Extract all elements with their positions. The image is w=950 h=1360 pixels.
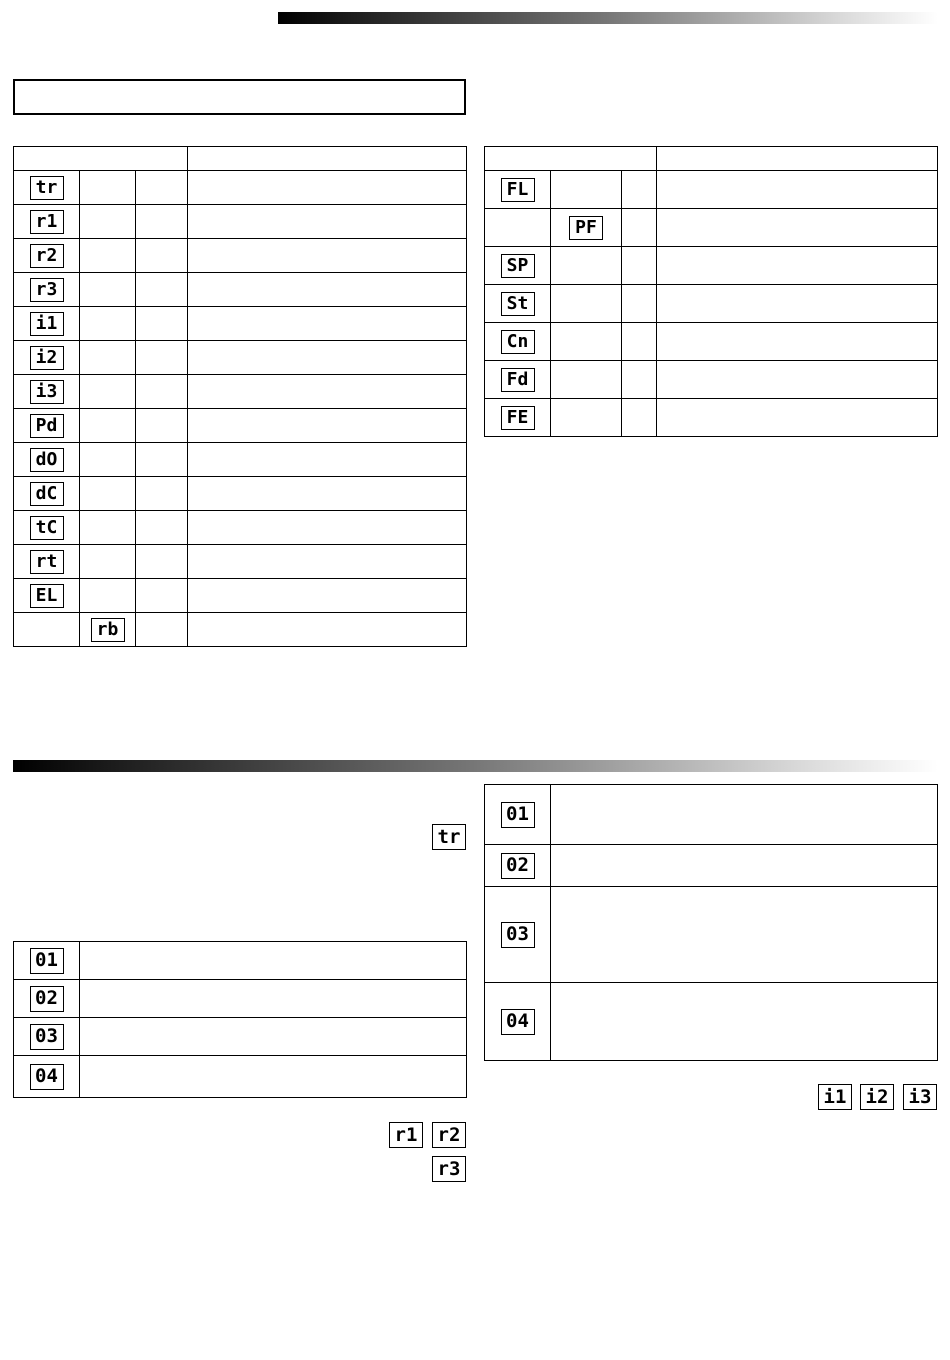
display-code-r2: r2: [432, 1122, 466, 1148]
option-table-right: [484, 784, 938, 1061]
section-title-box: [13, 79, 466, 115]
option-code: 04: [501, 1009, 535, 1035]
option-code: 04: [30, 1064, 64, 1090]
display-code: i1: [30, 312, 64, 336]
display-code: PF: [569, 216, 603, 240]
parameter-table-right: [484, 146, 938, 437]
display-code: FL: [501, 178, 535, 202]
display-code: dO: [30, 448, 64, 472]
display-code: r1: [30, 210, 64, 234]
display-code: St: [501, 292, 535, 316]
display-code: Fd: [501, 368, 535, 392]
option-code: 01: [30, 948, 64, 974]
display-code-i1: i1: [818, 1084, 852, 1110]
display-code: i2: [30, 346, 64, 370]
display-code: r3: [30, 278, 64, 302]
header-gradient-bar: [278, 12, 938, 24]
display-code: tC: [30, 516, 64, 540]
display-code: Pd: [30, 414, 64, 438]
display-code: Cn: [501, 330, 535, 354]
display-code: i3: [30, 380, 64, 404]
display-code: FE: [501, 406, 535, 430]
display-code: EL: [30, 584, 64, 608]
display-code: SP: [501, 254, 535, 278]
display-code: rb: [91, 618, 125, 642]
option-code: 02: [501, 853, 535, 879]
display-code-r3: r3: [432, 1156, 466, 1182]
display-code: tr: [30, 176, 64, 200]
display-code-tr: tr: [432, 824, 466, 850]
display-code: rt: [30, 550, 64, 574]
display-code-r1: r1: [389, 1122, 423, 1148]
option-code: 03: [501, 922, 535, 948]
display-code: dC: [30, 482, 64, 506]
option-code: 02: [30, 986, 64, 1012]
parameter-table-left: [13, 146, 467, 647]
display-code-i3: i3: [903, 1084, 937, 1110]
section-gradient-bar: [13, 760, 938, 772]
display-code: r2: [30, 244, 64, 268]
option-code: 01: [501, 802, 535, 828]
option-code: 03: [30, 1024, 64, 1050]
option-table-left: [13, 941, 467, 1098]
display-code-i2: i2: [860, 1084, 894, 1110]
